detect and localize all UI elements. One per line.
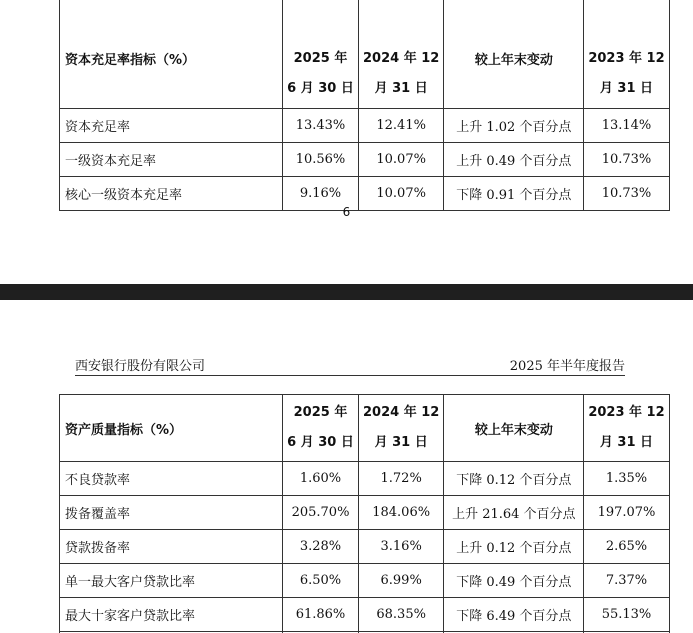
header-change: 较上年末变动 (474, 52, 553, 68)
row-label: 最大十家客户贷款比率 (60, 598, 283, 632)
value-2024: 68.35% (359, 598, 444, 632)
header-2023-line1: 2023 年 12 (588, 405, 665, 420)
value-2025: 1.60% (283, 462, 359, 496)
row-label: 拨备覆盖率 (60, 496, 283, 530)
value-2023: 13.14% (584, 109, 669, 143)
value-2024: 10.07% (359, 177, 444, 211)
value-change: 上升 1.02 个百分点 (444, 109, 584, 143)
value-change: 上升 0.12 个百分点 (444, 530, 584, 564)
header-2025-cell (283, 0, 359, 109)
header-2024-line1: 2024 年 12 (363, 405, 440, 420)
header-2024-line2: 月 31 日 (374, 435, 428, 450)
value-2023: 2.65% (584, 530, 669, 564)
value-change: 下降 0.49 个百分点 (444, 564, 584, 598)
asset-quality-table (59, 394, 670, 633)
header-2023-line1: 2023 年 12 (588, 51, 665, 66)
value-2024: 12.41% (359, 109, 444, 143)
value-2025: 9.16% (283, 177, 359, 211)
value-2025: 10.56% (283, 143, 359, 177)
value-change: 上升 0.49 个百分点 (444, 143, 584, 177)
value-change: 下降 6.49 个百分点 (444, 598, 584, 632)
table-row (60, 496, 670, 530)
header-2024-cell (359, 395, 444, 462)
header-2023-cell (584, 0, 669, 109)
table-header-row (60, 395, 670, 462)
value-2025: 205.70% (283, 496, 359, 530)
value-2025: 13.43% (283, 109, 359, 143)
header-2023-line2: 月 31 日 (599, 81, 654, 96)
value-change: 下降 0.12 个百分点 (444, 462, 584, 496)
table-row (60, 109, 670, 143)
row-label: 一级资本充足率 (60, 143, 283, 177)
header-change-cell (444, 395, 584, 462)
header-title: 资本充足率指标（%） (65, 52, 196, 68)
value-2025: 6.50% (283, 564, 359, 598)
row-label: 核心一级资本充足率 (60, 177, 283, 211)
value-change: 下降 0.91 个百分点 (444, 177, 584, 211)
row-label: 不良贷款率 (60, 462, 283, 496)
header-2024-line1: 2024 年 12 (363, 51, 440, 66)
value-2024: 184.06% (359, 496, 444, 530)
value-2025: 3.28% (283, 530, 359, 564)
value-2023: 7.37% (584, 564, 669, 598)
header-2025-cell (283, 395, 359, 462)
value-2023: 10.73% (584, 143, 669, 177)
value-2023: 197.07% (584, 496, 669, 530)
value-2023: 10.73% (584, 177, 669, 211)
capital-adequacy-table (59, 0, 670, 211)
row-label: 贷款拨备率 (60, 530, 283, 564)
row-label: 单一最大客户贷款比率 (60, 564, 283, 598)
table-header-row (60, 0, 670, 109)
table-row (60, 143, 670, 177)
value-2024: 6.99% (359, 564, 444, 598)
running-header (75, 353, 625, 376)
table-row (60, 462, 670, 496)
header-2025-line2: 6 月 30 日 (287, 435, 354, 450)
header-2025-line1: 2025 年 (293, 405, 348, 420)
header-2023-cell (584, 395, 669, 462)
header-2025-line2: 6 月 30 日 (287, 81, 354, 96)
value-2024: 10.07% (359, 143, 444, 177)
header-change-cell (444, 0, 584, 109)
page-number: 6 (342, 205, 351, 219)
page-gap-divider (0, 284, 693, 300)
table-row (60, 530, 670, 564)
value-2023: 1.35% (584, 462, 669, 496)
header-2025-line1: 2025 年 (293, 51, 348, 66)
value-2024: 3.16% (359, 530, 444, 564)
report-title: 2025 年半年度报告 (509, 359, 625, 374)
header-title-cell (60, 395, 283, 462)
header-2024-line2: 月 31 日 (374, 81, 428, 96)
header-2023-line2: 月 31 日 (599, 435, 654, 450)
document-page-7 (0, 300, 693, 633)
value-2025: 61.86% (283, 598, 359, 632)
header-title-cell (60, 0, 283, 109)
header-2024-cell (359, 0, 444, 109)
value-2023: 55.13% (584, 598, 669, 632)
document-page-6 (0, 0, 693, 284)
value-2024: 1.72% (359, 462, 444, 496)
header-title: 资产质量指标（%） (65, 422, 183, 438)
value-change: 上升 21.64 个百分点 (444, 496, 584, 530)
header-change: 较上年末变动 (474, 422, 553, 438)
table-row (60, 564, 670, 598)
row-label: 资本充足率 (60, 109, 283, 143)
company-name: 西安银行股份有限公司 (75, 359, 206, 374)
table-row (60, 598, 670, 632)
